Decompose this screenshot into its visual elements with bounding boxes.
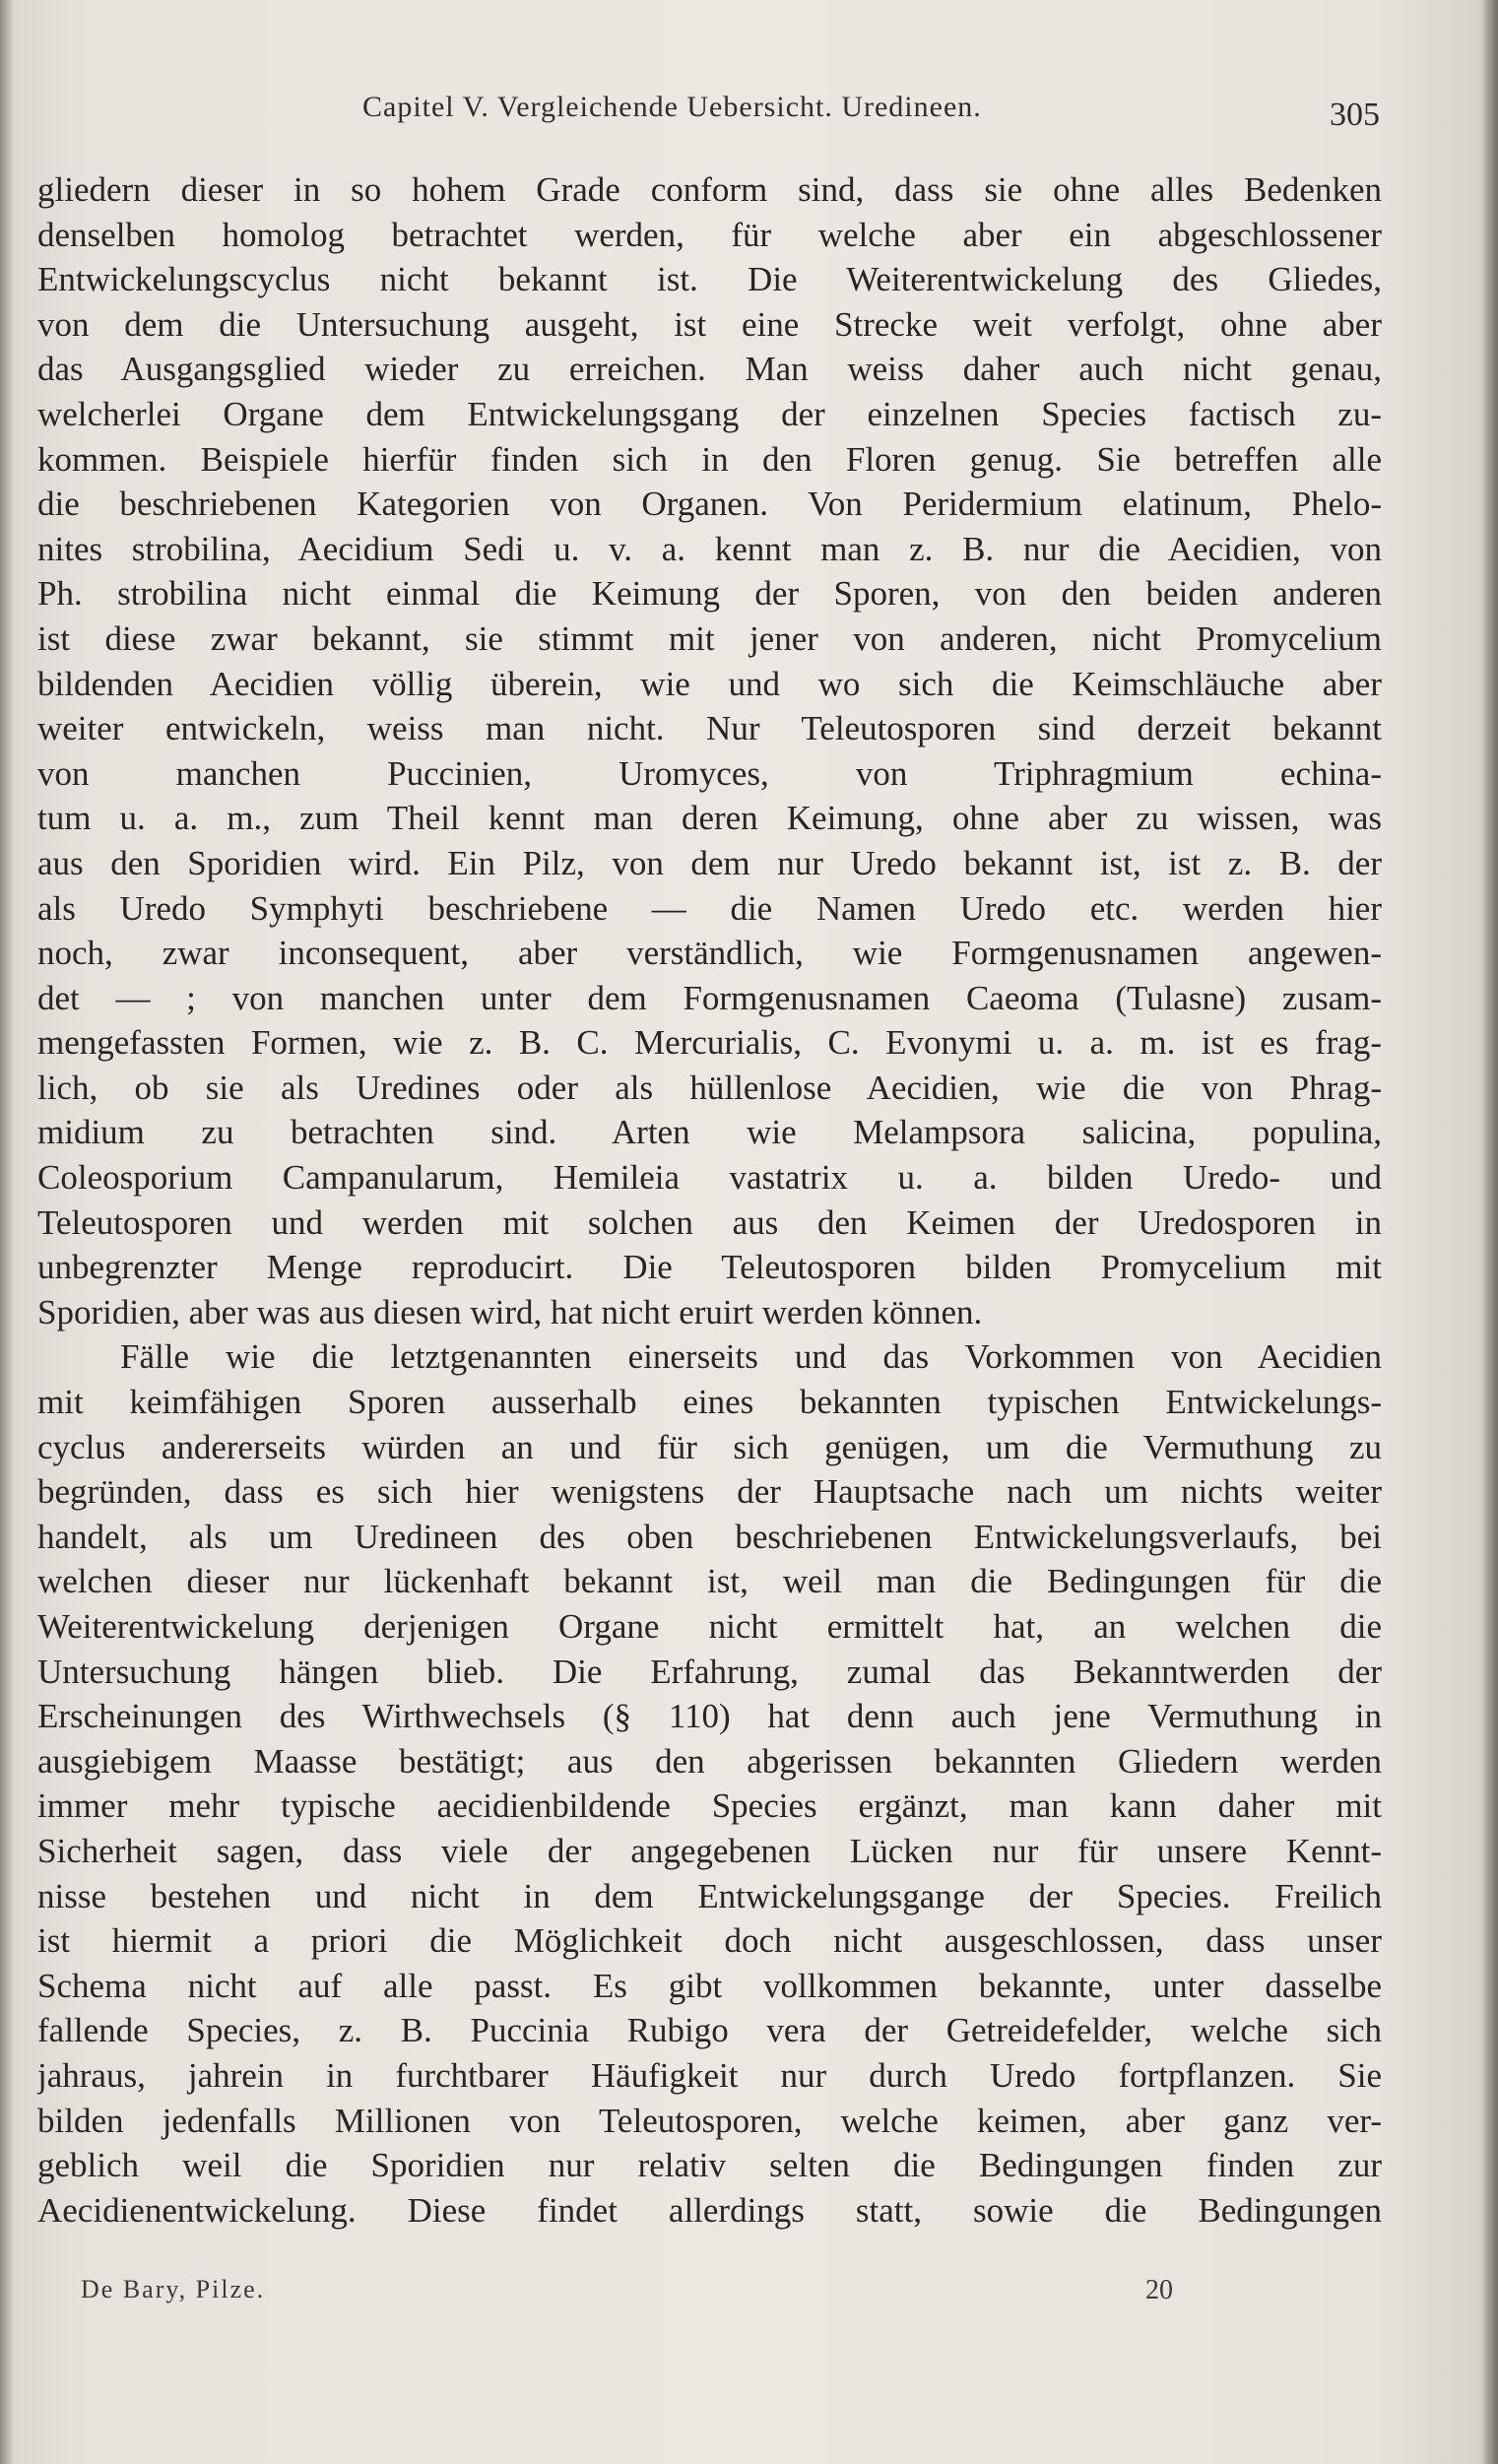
text-line: midium zu betrachten sind. Arten wie Melampsora salicina, populina, [37,1113,1382,1152]
text-line: bilden jedenfalls Millionen von Teleutosporen, welche keimen, aber ganz ver- [37,2101,1382,2140]
text-line: fallende Species, z. B. Puccinia Rubigo vera der Getreidefelder, welche sich [37,2011,1382,2050]
page-shadow-right [1480,0,1498,2464]
text-line: Aecidienentwickelung. Diese findet allerdings statt, sowie die Bedingungen [37,2190,1382,2230]
text-line: die beschriebenen Kategorien von Organen. Von Peridermium elatinum, Phelo- [37,485,1382,524]
page-number: 305 [1330,97,1380,133]
text-line: bildenden Aecidien völlig überein, wie und wo sich die Keimschläuche aber [37,664,1382,703]
text-line: begründen, dass es sich hier wenigstens der Hauptsache nach um nichts weiter [37,1472,1382,1512]
text-line: ausgiebigem Maasse bestätigt; aus den abgerissen bekannten Gliedern werden [37,1741,1382,1781]
text-line: mit keimfähigen Sporen ausserhalb eines bekannten typischen Entwickelungs- [37,1383,1382,1422]
text-line: welchen dieser nur lückenhaft bekannt ist, weil man die Bedingungen für die [37,1562,1382,1601]
text-line: geblich weil die Sporidien nur relativ selten die Bedingungen finden zur [37,2146,1382,2185]
paragraph-start-line: Fälle wie die letztgenannten einerseits und das Vorkommen von Aecidien [120,1337,1382,1377]
text-line: Weiterentwickelung derjenigen Organe nicht ermittelt hat, an welchen die [37,1607,1382,1646]
text-line: tum u. a. m., zum Theil kennt man deren Keimung, ohne aber zu wissen, was [37,799,1382,838]
text-line: aus den Sporidien wird. Ein Pilz, von dem nur Uredo bekannt ist, ist z. B. der [37,843,1382,882]
text-line: Entwickelungscyclus nicht bekannt ist. Die Weiterentwickelung des Gliedes, [37,260,1382,299]
text-line: ist hiermit a priori die Möglichkeit doch nicht ausgeschlossen, dass unser [37,1921,1382,1961]
text-line: kommen. Beispiele hierfür finden sich in den Floren genug. Sie betreffen alle [37,439,1382,479]
text-line: immer mehr typische aecidienbildende Species ergänzt, man kann daher mit [37,1786,1382,1826]
text-line: von manchen Puccinien, Uromyces, von Triphragmium echina- [37,753,1382,793]
text-line: Sicherheit sagen, dass viele der angegebenen Lücken nur für unsere Kennt- [37,1831,1382,1870]
text-line: als Uredo Symphyti beschriebene — die Namen Uredo etc. werden hier [37,888,1382,928]
text-line: cyclus andererseits würden an und für sich genügen, um die Vermuthung zu [37,1427,1382,1466]
text-line: Schema nicht auf alle passt. Es gibt vollkommen bekannte, unter dasselbe [37,1966,1382,2005]
text-line: noch, zwar inconsequent, aber verständlich, wie Formgenusnamen angewen- [37,934,1382,973]
text-line: jahraus, jahrein in furchtbarer Häufigkeit nur durch Uredo fortpflanzen. Sie [37,2055,1382,2095]
text-line: welcherlei Organe dem Entwickelungsgang der einzelnen Species factisch zu- [37,394,1382,433]
text-line: gliedern dieser in so hohem Grade conform sind, dass sie ohne alles Bedenken [37,170,1382,209]
text-line: lich, ob sie als Uredines oder als hüllenlose Aecidien, wie die von Phrag- [37,1068,1382,1107]
text-line: Untersuchung hängen blieb. Die Erfahrung, zumal das Bekanntwerden der [37,1652,1382,1691]
paragraph-end-line: Sporidien, aber was aus diesen wird, hat nicht eruirt werden können. [37,1292,983,1331]
text-line: Teleutosporen und werden mit solchen aus den Keimen der Uredosporen in [37,1202,1382,1242]
text-line: handelt, als um Uredineen des oben beschriebenen Entwickelungsverlaufs, bei [37,1517,1382,1556]
text-line: Erscheinungen des Wirthwechsels (§ 110) hat denn auch jene Vermuthung in [37,1697,1382,1736]
running-title: Capitel V. Vergleichende Uebersicht. Uredineen. [362,91,982,123]
text-line: weiter entwickeln, weiss man nicht. Nur Teleutosporen sind derzeit bekannt [37,709,1382,748]
text-line: unbegrenzter Menge reproducirt. Die Teleutosporen bilden Promycelium mit [37,1248,1382,1287]
footer-sheet-number: 20 [1145,2275,1173,2305]
text-line: det — ; von manchen unter dem Formgenusnamen Caeoma (Tulasne) zusam- [37,978,1382,1017]
footer-signature-mark: De Bary, Pilze. [81,2275,266,2303]
text-line: ist diese zwar bekannt, sie stimmt mit jener von anderen, nicht Promycelium [37,618,1382,658]
text-line: mengefassten Formen, wie z. B. C. Mercurialis, C. Evonymi u. a. m. ist es frag- [37,1023,1382,1063]
text-line: nites strobilina, Aecidium Sedi u. v. a. kennt man z. B. nur die Aecidien, von [37,529,1382,568]
body-text [37,167,1382,2233]
text-line: denselben homolog betrachtet werden, für welche aber ein abgeschlossener [37,215,1382,254]
text-line: Coleosporium Campanularum, Hemileia vastatrix u. a. bilden Uredo- und [37,1158,1382,1198]
text-line: von dem die Untersuchung ausgeht, ist eine Strecke weit verfolgt, ohne aber [37,304,1382,344]
page-shadow-left [0,0,14,2464]
text-line: Ph. strobilina nicht einmal die Keimung der Sporen, von den beiden anderen [37,574,1382,614]
text-line: das Ausgangsglied wieder zu erreichen. Man weiss daher auch nicht genau, [37,350,1382,389]
text-line: nisse bestehen und nicht in dem Entwickelungsgange der Species. Freilich [37,1876,1382,1915]
